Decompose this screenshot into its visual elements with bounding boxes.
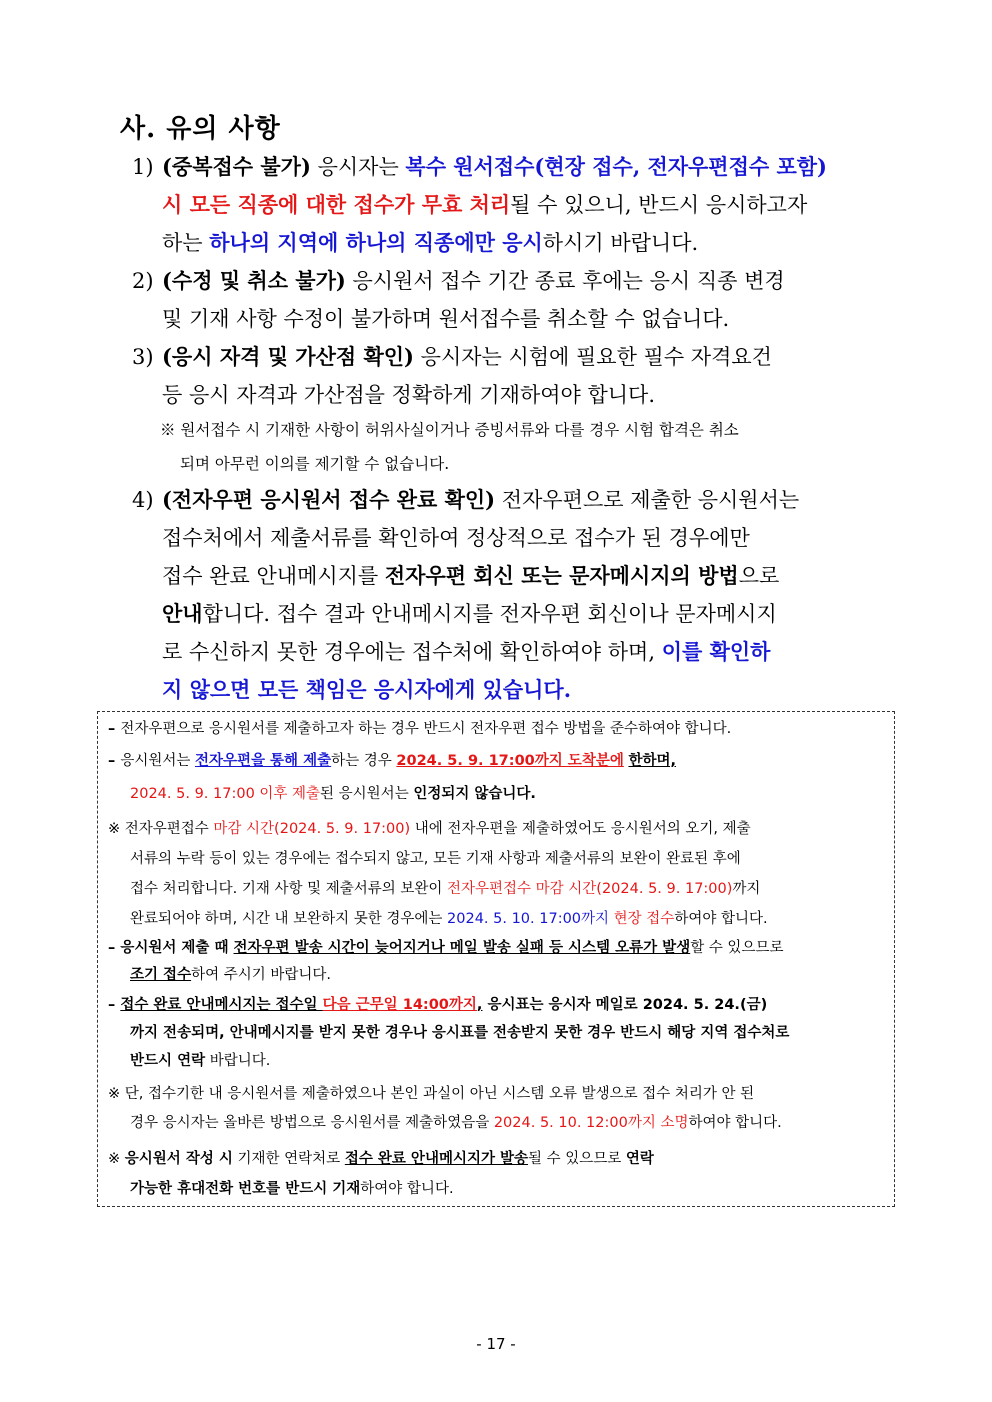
text-run: 합니다. 접수 결과 안내메시지를 전자우편 회신이나 문자메시지: [202, 602, 777, 626]
text-run: 로 수신하지 못한 경우에는 접수처에 확인하여야 하며,: [162, 640, 662, 664]
text-run: –: [108, 721, 121, 737]
text-run: 경우 응시자는 올바른 방법으로 응시원서를 제출하였음을: [130, 1115, 494, 1131]
text-run: 기재한 연락처로: [232, 1151, 345, 1167]
text-line: [162, 338, 902, 376]
text-run: 전자우편접수 마감 시간(2024. 5. 9. 17:00): [447, 881, 733, 897]
text-run: 완료되어야 하며, 시간 내 보완하지 못한 경우에는: [130, 911, 448, 927]
text-run: 접수처에서 제출서류를 확인하여 정상적으로 접수가 된 경우에만: [162, 526, 750, 550]
text-run: 응시표는 응시자 메일로 2024. 5. 24.(금): [482, 997, 768, 1013]
text-run: 내에 전자우편을 제출하였어도 응시원서의 오기, 제출: [410, 821, 751, 837]
text-run: 바랍니다.: [205, 1053, 271, 1069]
text-run: 2024. 5. 9. 17:00 이후 제출: [130, 786, 321, 802]
notice-item-4: [122, 481, 902, 709]
text-run: 조기 접수: [130, 967, 192, 983]
text-run: 하여야 합니다.: [688, 1115, 782, 1131]
text-line: [162, 262, 902, 300]
text-run: 될 수 있으므로: [528, 1151, 626, 1167]
text-run: 접수 처리합니다. 기재 사항 및 제출서류의 보완이: [130, 881, 448, 897]
box-line: [108, 1144, 888, 1174]
notice-item-2: [122, 262, 902, 338]
text-run: –: [108, 753, 121, 769]
text-run: 2024. 5. 10. 17:00까지: [447, 911, 610, 927]
text-run: 복수 원서접수(현장 접수, 전자우편접수 포함): [405, 154, 827, 179]
text-run: 된 응시원서는: [320, 786, 414, 802]
box-line: [108, 1079, 888, 1109]
text-run: 하나의 지역에 하나의 직종에만 응시: [209, 230, 543, 255]
item-3-note: [160, 413, 900, 481]
text-run: 하시기 바랍니다.: [542, 231, 699, 255]
text-run: ,: [476, 997, 483, 1013]
text-run: 안내: [162, 601, 203, 626]
text-run: 2024. 5. 10. 12:00까지 소명: [493, 1115, 689, 1131]
text-run: 전자우편 발송 시간이 늦어지거나 메일 발송 실패 등 시스템 오류가 발생: [233, 940, 691, 956]
text-run: 지 않으면 모든 책임은 응시자에게 있습니다.: [162, 677, 572, 702]
text-line: [162, 481, 902, 519]
text-run: 마감 시간(2024. 5. 9. 17:00): [213, 821, 411, 837]
box-line: [130, 1108, 910, 1138]
text-run: 까지 전송되며, 안내메시지를 받지 못한 경우나 응시표를 전송받지 못한 경우 반드시 해당 지역 접수처로: [130, 1025, 790, 1041]
text-run: ※: [108, 1151, 125, 1167]
text-run: –: [108, 997, 121, 1013]
text-run: ※ 전자우편접수: [108, 821, 214, 837]
text-run: –: [108, 940, 121, 956]
text-run: (전자우편 응시원서 접수 완료 확인): [162, 487, 496, 512]
text-line: [162, 519, 902, 557]
text-line: [160, 413, 900, 447]
text-line: [162, 148, 902, 186]
text-run: 까지: [732, 881, 761, 897]
box-line: [108, 933, 888, 963]
text-run: 접수 완료 안내메시지를: [162, 564, 385, 588]
text-run: 전자우편을 통해 제출: [194, 753, 332, 769]
text-run: 현장 접수: [613, 911, 675, 927]
text-run: 하여 주시기 바랍니다.: [191, 967, 331, 983]
text-run: 할 수 있으므로: [690, 940, 784, 956]
box-line: [108, 746, 888, 776]
text-run: 응시원서 접수 기간 종료 후에는 응시 직종 변경: [345, 269, 785, 293]
box-line: [108, 714, 888, 744]
text-run: 접수 완료 안내메시지는 접수일: [120, 997, 323, 1013]
text-run: 서류의 누락 등이 있는 경우에는 접수되지 않고, 모든 기재 사항과 제출서류의 보완이 완료된 후에: [130, 851, 741, 867]
text-run: 하여야 합니다.: [674, 911, 768, 927]
text-run: 등 응시 자격과 가산점을 정확하게 기재하여야 합니다.: [162, 383, 656, 407]
text-run: (수정 및 취소 불가): [162, 268, 346, 293]
item-number: 1): [132, 155, 154, 179]
text-run: 응시원서 제출 때: [120, 940, 234, 956]
text-line: [162, 376, 902, 414]
box-line: [130, 1046, 910, 1076]
text-run: 응시자는 시험에 필요한 필수 자격요건: [413, 345, 772, 369]
box-line: [108, 990, 888, 1020]
text-line: [162, 595, 902, 633]
text-run: 다음 근무일 14:00까지: [322, 997, 477, 1013]
text-run: ※ 원서접수 시 기재한 사항이 허위사실이거나 증빙서류와 다를 경우 시험 합격은 취소: [160, 421, 739, 439]
text-run: 전자우편으로 제출한 응시원서는: [495, 488, 800, 512]
text-line: [162, 300, 902, 338]
text-run: 전자우편으로 응시원서를 제출하고자 하는 경우 반드시 전자우편 접수 방법을 준수하여야 합니다.: [120, 721, 732, 737]
text-run: 시 모든 직종에 대한 접수가 무효 처리: [162, 192, 511, 217]
email-submission-notice-box: [97, 711, 895, 1207]
text-run: 반드시 연락: [130, 1053, 206, 1069]
text-line: [162, 671, 902, 709]
text-run: 및 기재 사항 수정이 불가하며 원서접수를 취소할 수 없습니다.: [162, 307, 730, 331]
page-number: - 17 -: [476, 1335, 516, 1353]
text-line: [160, 447, 900, 481]
box-line: [130, 779, 910, 809]
text-run: 하는: [162, 231, 210, 255]
text-run: 연락: [625, 1151, 654, 1167]
box-line: [130, 904, 910, 934]
notice-item-1: [122, 148, 902, 262]
text-run: 응시원서 작성 시: [124, 1151, 233, 1167]
text-line: [162, 633, 902, 671]
item-number: 3): [132, 345, 154, 369]
box-line: [130, 844, 910, 874]
item-number: 2): [132, 269, 154, 293]
text-run: 인정되지 않습니다.: [413, 786, 536, 802]
box-line: [130, 960, 910, 990]
text-run: 2024. 5. 9. 17:00까지 도착분에: [396, 753, 624, 769]
text-run: 되며 아무런 이의를 제기할 수 없습니다.: [180, 455, 450, 473]
notice-item-3: [122, 338, 902, 414]
box-line: [130, 1018, 910, 1048]
text-line: [162, 224, 902, 262]
text-run: 이를 확인하: [661, 639, 771, 664]
text-run: 가능한 휴대전화 번호를 반드시 기재: [130, 1181, 361, 1197]
box-line: [130, 874, 910, 904]
text-run: ※ 단, 접수기한 내 응시원서를 제출하였으나 본인 과실이 아닌 시스템 오류 발생으로 접수 처리가 안 된: [108, 1086, 755, 1102]
text-run: 한하며,: [628, 753, 676, 769]
text-run: 응시자는: [310, 155, 406, 179]
item-number: 4): [132, 488, 154, 512]
text-run: 하여야 합니다.: [360, 1181, 454, 1197]
text-run: (응시 자격 및 가산점 확인): [162, 344, 414, 369]
text-line: [162, 557, 902, 595]
text-run: 접수 완료 안내메시지가 발송: [344, 1151, 529, 1167]
text-run: 하는 경우: [331, 753, 397, 769]
text-run: 전자우편 회신 또는 문자메시지의 방법: [384, 563, 739, 588]
text-run: 으로: [738, 564, 780, 588]
text-run: (중복접수 불가): [162, 154, 311, 179]
text-run: 될 수 있으니, 반드시 응시하고자: [510, 193, 808, 217]
section-title: 사. 유의 사항: [120, 114, 281, 144]
box-line: [130, 1174, 910, 1204]
text-run: 응시원서는: [120, 753, 195, 769]
box-line: [108, 814, 888, 844]
text-line: [162, 186, 902, 224]
